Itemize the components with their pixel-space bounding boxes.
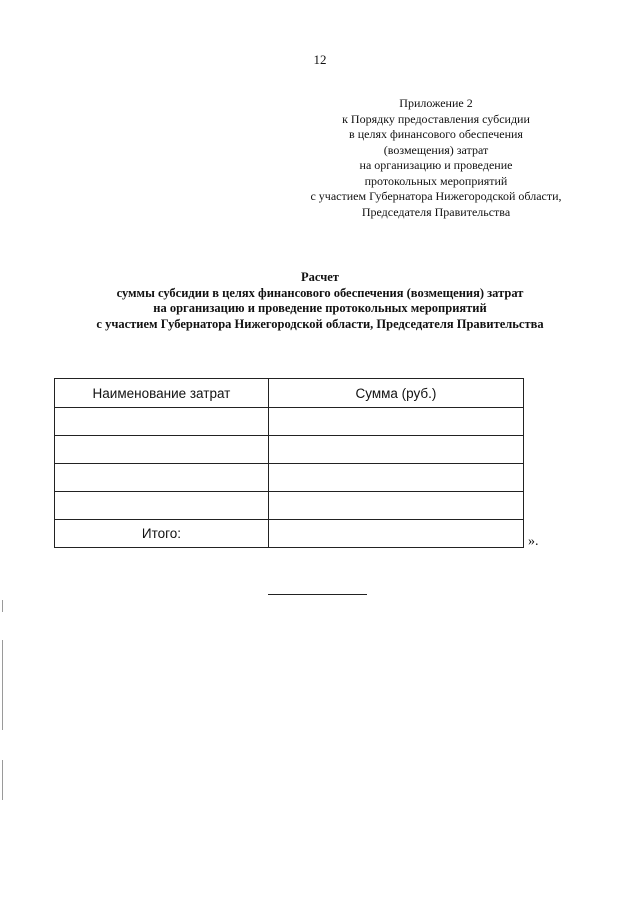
appendix-reference bbox=[290, 96, 582, 220]
title-line: на организацию и проведение протокольных мероприятий bbox=[153, 301, 487, 315]
document-title bbox=[40, 270, 600, 332]
title-line: с участием Губернатора Нижегородской области, Председателя Правительства bbox=[96, 316, 544, 331]
total-amount-cell[interactable] bbox=[268, 520, 523, 548]
scan-artifact bbox=[2, 640, 3, 730]
title-line: суммы субсидии в целях финансового обеспечения (возмещения) затрат bbox=[116, 285, 524, 300]
amount-cell[interactable] bbox=[268, 408, 523, 436]
total-label-cell: Итого: bbox=[55, 520, 269, 548]
appendix-line: на организацию и проведение bbox=[359, 158, 513, 172]
table-header-row bbox=[55, 379, 524, 408]
amount-cell[interactable] bbox=[268, 436, 523, 464]
cost-name-cell[interactable] bbox=[55, 436, 269, 464]
appendix-line: (возмещения) затрат bbox=[383, 142, 489, 157]
title-line: Расчет bbox=[301, 270, 339, 284]
page-number: 12 bbox=[313, 52, 327, 67]
table-row bbox=[55, 492, 524, 520]
table-row bbox=[55, 436, 524, 464]
amount-cell[interactable] bbox=[268, 464, 523, 492]
column-header-amount: Сумма (руб.) bbox=[268, 379, 523, 408]
column-header-cost-name: Наименование затрат bbox=[55, 379, 269, 408]
table-row bbox=[55, 464, 524, 492]
appendix-line: Председателя Правительства bbox=[361, 204, 511, 219]
appendix-line: к Порядку предоставления субсидии bbox=[342, 111, 530, 126]
cost-calculation-table bbox=[54, 378, 524, 548]
scan-artifact bbox=[2, 600, 3, 612]
scan-artifact bbox=[2, 760, 3, 800]
cost-name-cell[interactable] bbox=[55, 408, 269, 436]
cost-name-cell[interactable] bbox=[55, 464, 269, 492]
amount-cell[interactable] bbox=[268, 492, 523, 520]
appendix-line: с участием Губернатора Нижегородской области, bbox=[310, 189, 562, 203]
table-total-row bbox=[55, 520, 524, 548]
appendix-line: Приложение 2 bbox=[399, 96, 473, 110]
closing-quote: ». bbox=[528, 534, 539, 549]
appendix-line: протокольных мероприятий bbox=[364, 173, 508, 188]
footer-divider bbox=[268, 594, 367, 595]
appendix-line: в целях финансового обеспечения bbox=[349, 127, 523, 141]
table-row bbox=[55, 408, 524, 436]
cost-name-cell[interactable] bbox=[55, 492, 269, 520]
